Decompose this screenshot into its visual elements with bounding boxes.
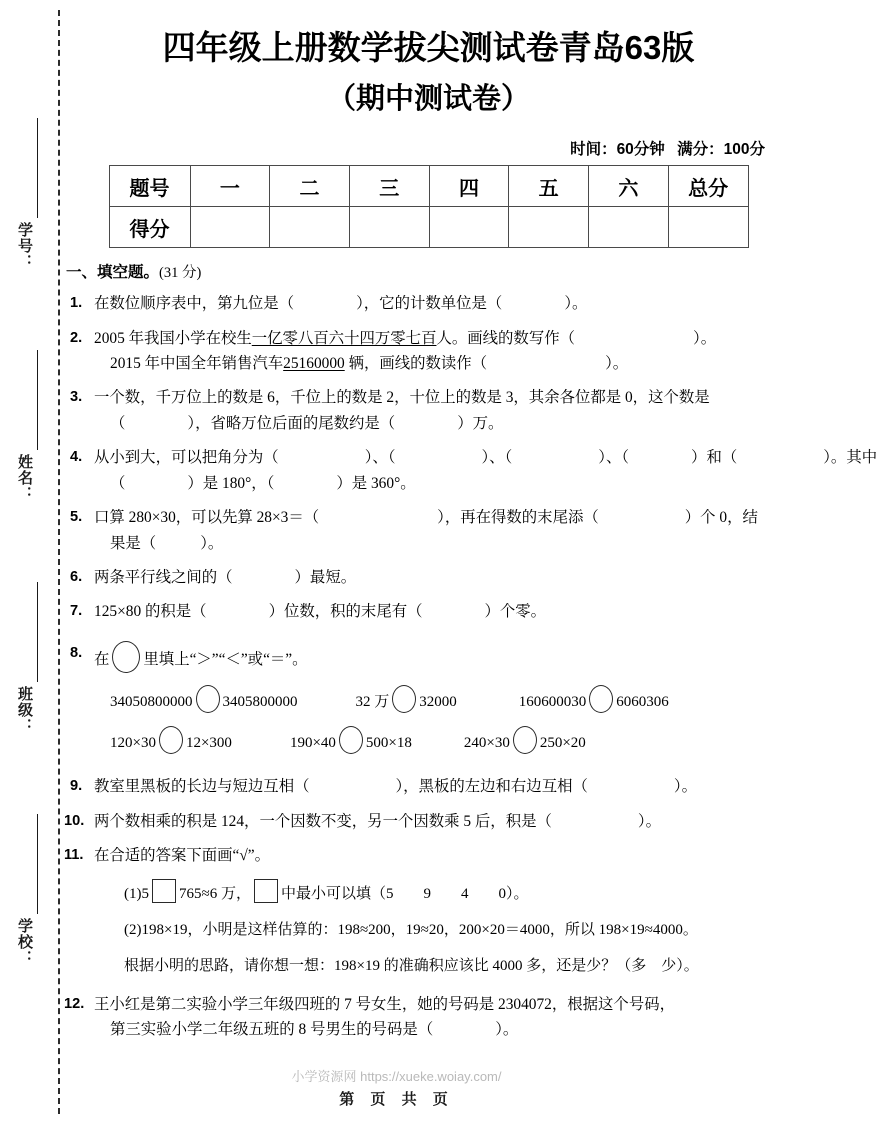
- comparison-circle-1[interactable]: [196, 685, 220, 713]
- q4-text-f: ）。其中: [823, 449, 877, 467]
- cmp-3-left: 160600030: [518, 693, 587, 710]
- question-3-line-1: 一个数，千万位上的数是 6，千位上的数是 2，十位上的数是 3，其余各位都是 0，这个数是: [94, 389, 710, 407]
- margin-field-student-id: [0, 118, 58, 318]
- comparison-circle-6[interactable]: [513, 726, 537, 754]
- question-12: [64, 992, 793, 1043]
- cell-header-3: 三: [349, 166, 429, 207]
- question-8-number: 8.: [70, 644, 83, 661]
- question-7-line-1: [94, 599, 793, 624]
- question-11-sub-2-line-1: (2)198×19，小明是这样估算的：198≈200，19≈20，200×20＝4000，所以 198×19≈4000。: [124, 922, 698, 939]
- section-heading-label: 一、填空题。: [66, 264, 160, 282]
- q11-option-0[interactable]: 0）。: [498, 886, 529, 903]
- q9-text-a: 教室里黑板的长边与短边互相（: [94, 778, 310, 796]
- cell-header-total: 总分: [668, 166, 748, 207]
- exam-full-score: 满分：100分: [677, 141, 765, 159]
- exam-sheet: [64, 0, 877, 1122]
- q5-text-b: ），再在得数的末尾添（: [437, 509, 599, 527]
- cmp-2-left: 32 万: [355, 693, 390, 710]
- dashed-cut-line: [58, 10, 60, 1114]
- cmp-6-right: 250×20: [539, 735, 586, 752]
- q4-text-e: ）和（: [691, 449, 738, 467]
- comparison-circle-5[interactable]: [339, 726, 363, 754]
- q11-option-9[interactable]: 9: [423, 886, 431, 903]
- q4-text-g: （: [110, 474, 126, 492]
- score-table-wrap: [109, 165, 749, 248]
- question-11-sub-1: [94, 879, 793, 907]
- question-10-number: 10.: [64, 812, 85, 829]
- cell-score-total[interactable]: [668, 207, 748, 248]
- q2-underlined-number-1: 一亿零八百六十四万零七百: [251, 329, 437, 347]
- cell-score-4[interactable]: [429, 207, 509, 248]
- section-points: (31 分): [159, 265, 202, 282]
- cmp-1-right: 3405800000: [222, 693, 298, 710]
- q1-text-b: ），它的计数单位是（: [356, 295, 503, 313]
- question-8-prompt: [94, 641, 793, 673]
- q4-text-c: ）、（: [481, 449, 513, 467]
- cmp-5-left: 190×40: [289, 735, 336, 752]
- comparison-item-1: [110, 685, 298, 715]
- comparison-item-5: [290, 726, 412, 756]
- cell-score-2[interactable]: [270, 207, 350, 248]
- q11-sub1-text-a: (1)5: [124, 886, 149, 903]
- q6-text-a: 两条平行线之间的（: [94, 568, 233, 586]
- cell-score-1[interactable]: [190, 207, 270, 248]
- q2-text-d: 2015 年中国全年销售汽车: [110, 355, 284, 373]
- margin-label-class: 班级：: [16, 686, 33, 734]
- left-margin-strip: [0, 0, 64, 1122]
- question-2: [64, 326, 793, 377]
- q6-text-b: ）最短。: [294, 568, 357, 586]
- question-8-row-1: [94, 685, 793, 715]
- question-10-line-1: [94, 809, 793, 834]
- table-row-score: [109, 207, 748, 248]
- q4-text-d: ）、（: [598, 449, 630, 467]
- cell-score-3[interactable]: [349, 207, 429, 248]
- margin-field-name: [0, 350, 58, 550]
- cell-row-label-question: 题号: [109, 166, 190, 207]
- comparison-item-3: [519, 685, 669, 715]
- q11-sub1-text-b: 765≈6 万，: [179, 886, 251, 903]
- exam-time: 时间：60分钟: [570, 141, 665, 159]
- q9-text-b: ），黑板的左边和右边互相（: [395, 778, 588, 796]
- question-9-line-1: [94, 774, 793, 799]
- q11-sub1-text-c: 中最小可以填（5: [280, 886, 394, 903]
- question-12-line-2: [94, 1017, 793, 1042]
- question-1: [64, 291, 793, 316]
- comparison-circle-prompt[interactable]: [112, 641, 140, 673]
- margin-label-name: 姓名：: [16, 454, 33, 502]
- tick-box-2[interactable]: [254, 879, 278, 903]
- q8-text-a: 在: [94, 650, 110, 668]
- question-5: [64, 505, 793, 556]
- question-3-number: 3.: [70, 389, 83, 406]
- question-12-line-1: 王小红是第二实验小学三年级四班的 7 号女生，她的号码是 2304072，根据这个号码，: [94, 995, 675, 1013]
- write-line: [37, 582, 38, 682]
- page-title: 四年级上册数学拔尖测试卷青岛63版: [162, 29, 695, 66]
- question-9: [64, 774, 793, 799]
- cell-score-6[interactable]: [589, 207, 669, 248]
- question-8: [64, 641, 793, 757]
- cell-header-5: 五: [509, 166, 589, 207]
- q3-text-b: ），省略万位后面的尾数约是（: [187, 414, 396, 432]
- q1-text-c: ）。: [564, 295, 588, 313]
- question-10: [64, 809, 793, 834]
- question-1-line-1: [94, 291, 793, 316]
- question-4-line-2: [94, 471, 793, 496]
- cell-header-4: 四: [429, 166, 509, 207]
- cell-header-6: 六: [589, 166, 669, 207]
- section-heading-fill-in-blank: [64, 260, 793, 282]
- question-4-line-1: [94, 445, 877, 470]
- cell-row-label-score: 得分: [109, 207, 190, 248]
- question-11-sub-2-line-2: 根据小明的思路，请你想一想：198×19 的准确积应该比 4000 多，还是少？（多 少）。: [124, 957, 699, 974]
- q9-text-c: ）。: [673, 778, 697, 796]
- question-5-line-1: [94, 505, 793, 530]
- cmp-6-left: 240×30: [463, 735, 510, 752]
- comparison-circle-3[interactable]: [589, 685, 613, 713]
- cmp-4-left: 120×30: [110, 735, 156, 752]
- cmp-4-right: 12×300: [185, 735, 232, 752]
- question-11: [64, 843, 793, 979]
- write-line: [37, 118, 38, 218]
- page-subtitle: （期中测试卷）: [326, 83, 530, 116]
- q2-text-f: ）。: [605, 355, 629, 373]
- q11-option-4[interactable]: 4: [461, 886, 469, 903]
- question-7: [64, 599, 793, 624]
- comparison-circle-4[interactable]: [159, 726, 183, 754]
- footer-source-watermark: 小学资源网 https://xueke.woiay.com/: [291, 1069, 502, 1084]
- cell-header-1: 一: [190, 166, 270, 207]
- question-8-row-2: [94, 726, 793, 756]
- question-4-number: 4.: [70, 449, 83, 466]
- margin-label-school: 学校：: [16, 918, 33, 966]
- cmp-2-right: 32000: [419, 693, 457, 710]
- margin-field-school: [0, 814, 58, 1014]
- exam-meta: [64, 137, 793, 159]
- question-2-line-2: [94, 351, 793, 376]
- cmp-5-right: 500×18: [365, 735, 412, 752]
- q5-text-d: 果是（: [110, 534, 157, 552]
- q10-text-b: ）。: [637, 812, 661, 830]
- footer-page-indicator: 第 页 共 页: [339, 1091, 454, 1108]
- q3-text-a: （: [110, 414, 126, 432]
- cmp-1-left: 34050800000: [110, 693, 193, 710]
- question-4: [64, 445, 877, 496]
- q2-text-e: 辆，画线的数读作（: [344, 355, 488, 373]
- q12-text-b: ）。: [495, 1021, 519, 1039]
- q7-text-b: ）位数，积的末尾有（: [268, 603, 423, 621]
- q5-text-a: 口算 280×30，可以先算 28×3＝（: [94, 509, 320, 527]
- q4-text-h: ）是 180°，（: [187, 474, 275, 492]
- question-7-number: 7.: [70, 603, 83, 620]
- q7-text-a: 125×80 的积是（: [94, 603, 207, 621]
- write-line: [37, 814, 38, 914]
- question-12-number: 12.: [64, 995, 85, 1012]
- score-table: [109, 165, 749, 248]
- q3-text-c: ）万。: [457, 414, 504, 432]
- q7-text-c: ）个零。: [484, 603, 547, 621]
- question-6-number: 6.: [70, 568, 83, 585]
- comparison-item-2: [356, 685, 457, 715]
- q10-text-a: 两个数相乘的积是 124，一个因数不变，另一个因数乘 5 后，积是（: [94, 812, 552, 830]
- cell-score-5[interactable]: [509, 207, 589, 248]
- question-2-number: 2.: [70, 329, 83, 346]
- question-2-line-1: [94, 326, 793, 351]
- question-3-line-2: [94, 411, 793, 436]
- question-6-line-1: [94, 565, 793, 590]
- question-11-prompt: 在合适的答案下面画“√”。: [94, 847, 271, 865]
- cell-header-2: 二: [270, 166, 350, 207]
- question-1-number: 1.: [70, 295, 83, 312]
- question-5-line-2: [94, 531, 793, 556]
- q12-text-a: 第三实验小学二年级五班的 8 号男生的号码是（: [110, 1021, 434, 1039]
- q2-text-c: ）。: [693, 329, 717, 347]
- q1-text-a: 在数位顺序表中，第九位是（: [94, 295, 295, 313]
- comparison-circle-2[interactable]: [392, 685, 416, 713]
- tick-box-1[interactable]: [152, 879, 176, 903]
- q2-underlined-number-2: 25160000: [283, 355, 345, 373]
- question-6: [64, 565, 793, 590]
- question-11-number: 11.: [64, 847, 84, 864]
- comparison-item-4: [110, 726, 232, 756]
- margin-field-class: [0, 582, 58, 782]
- comparison-item-6: [464, 726, 586, 756]
- cmp-3-right: 6060306: [616, 693, 669, 710]
- question-3: [64, 385, 793, 436]
- q2-text-a: 2005 年我国小学在校生: [94, 329, 252, 347]
- q4-text-i: ）是 360°。: [336, 474, 416, 492]
- write-line: [37, 350, 38, 450]
- q2-text-b: 人。画线的数写作（: [436, 329, 575, 347]
- q5-text-e: ）。: [200, 534, 224, 552]
- margin-label-student-id: 学号：: [16, 222, 33, 270]
- question-5-number: 5.: [70, 509, 83, 526]
- q8-text-b: 里填上“＞”“＜”或“＝”。: [143, 650, 308, 668]
- question-9-number: 9.: [70, 778, 83, 795]
- q5-text-c: ）个 0，结: [684, 509, 758, 527]
- q4-text-b: ）、（: [364, 449, 396, 467]
- q4-text-a: 从小到大，可以把角分为（: [94, 449, 279, 467]
- table-row-header: [109, 166, 748, 207]
